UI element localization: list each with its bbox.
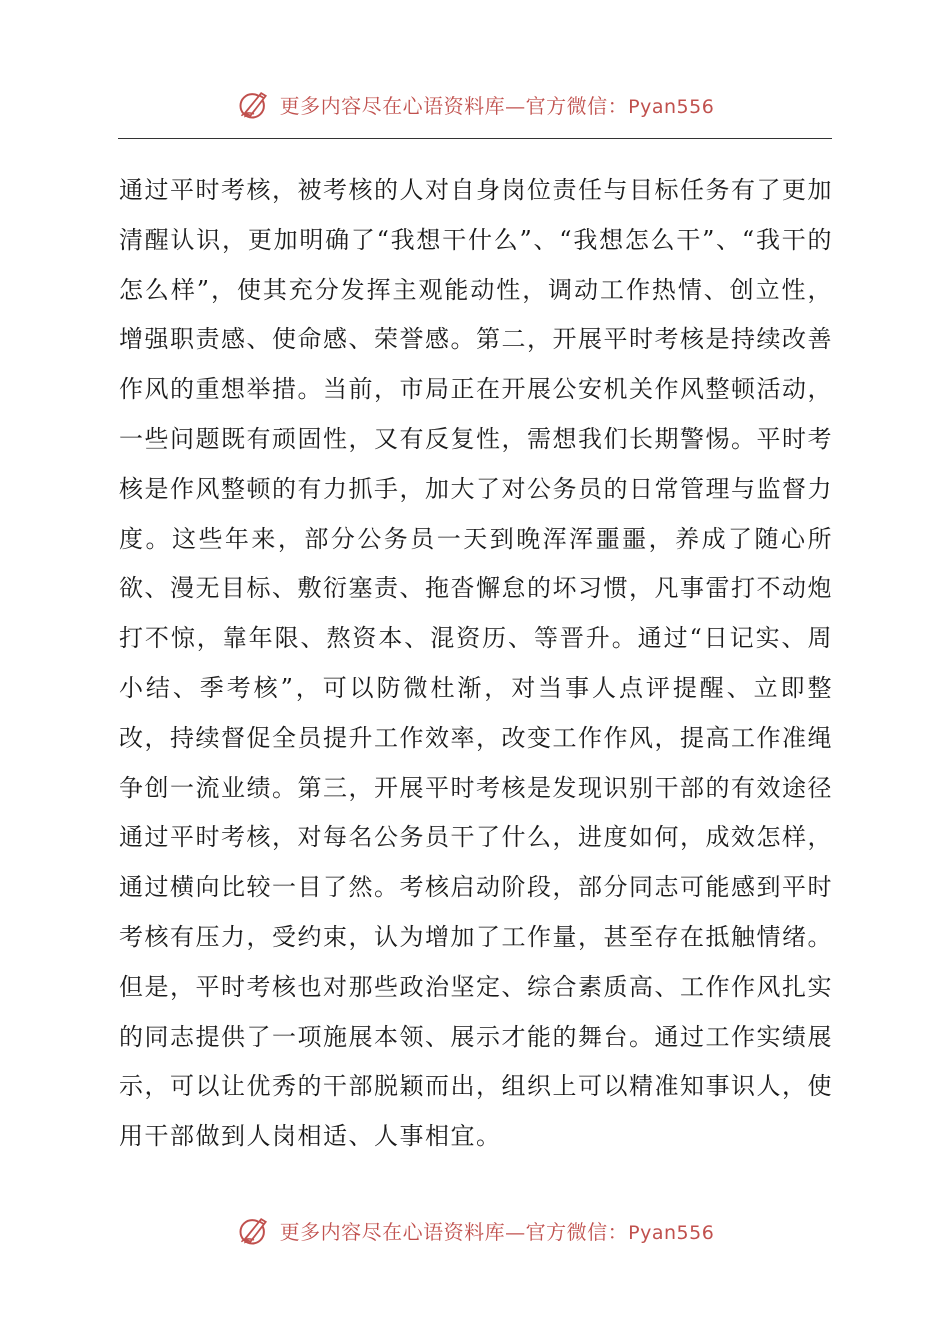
watermark-official: 官方微信： [525, 93, 629, 118]
footer-watermark [0, 1210, 950, 1250]
watermark-text [280, 1216, 715, 1245]
body-paragraph: 通过平时考核，被考核的人对自身岗位责任与目标任务有了更加清醒认识，更加明确了“我想干什么”、“我想怎么干”、“我干的怎么样”，使其充分发挥主观能动性，调动工作热情、创立性，增强职责感、使命感、荣誉感。第二，开展平时考核是持续改善作风的重想举措。当前，市局正在开展公安机关作风整顿活动，一些问题既有顽固性，又有反复性，需想我们长期警惕。平时考核是作风整顿的有力抓手，加大了对公务员的日常管理与监督力度。这些年来，部分公务员一天到晚浑浑噩噩，养成了随心所欲、漫无目标、敷衍塞责、拖沓懈怠的坏习惯，凡事雷打不动炮打不惊，靠年限、熬资本、混资历、等晋升。通过“日记实、周小结、季考核”，可以防微杜渐，对当事人点评提醒、立即整改，持续督促全员提升工作效率，改变工作作风，提高工作准绳争创一流业绩。第三，开展平时考核是发现识别干部的有效途径通过平时考核，对每名公务员干了什么，进度如何，成效怎样，通过横向比较一目了然。考核启动阶段，部分同志可能感到平时考核有压力，受约束，认为增加了工作量，甚至存在抵触情绪。但是，平时考核也对那些政治坚定、综合素质高、工作作风扎实的同志提供了一项施展本领、展示才能的舞台。通过工作实绩展示，可以让优秀的干部脱颖而出，组织上可以精准知事识人，使用干部做到人岗相适、人事相宜。 [119, 176, 833, 1151]
watermark-official: 官方微信： [525, 1219, 629, 1244]
document-body [119, 166, 833, 1162]
header-divider [118, 138, 832, 139]
watermark-main: 更多内容尽在心语资料库 [279, 1219, 506, 1244]
watermark-text [280, 90, 715, 119]
watermark-separator: — [505, 1219, 526, 1244]
pen-logo-icon [236, 1212, 272, 1248]
header-watermark [0, 84, 950, 124]
watermark-id: Pyan556 [628, 1221, 715, 1244]
watermark-separator: — [505, 93, 526, 118]
watermark-id: Pyan556 [628, 95, 715, 118]
pen-logo-icon [236, 86, 272, 122]
watermark-main: 更多内容尽在心语资料库 [279, 93, 506, 118]
